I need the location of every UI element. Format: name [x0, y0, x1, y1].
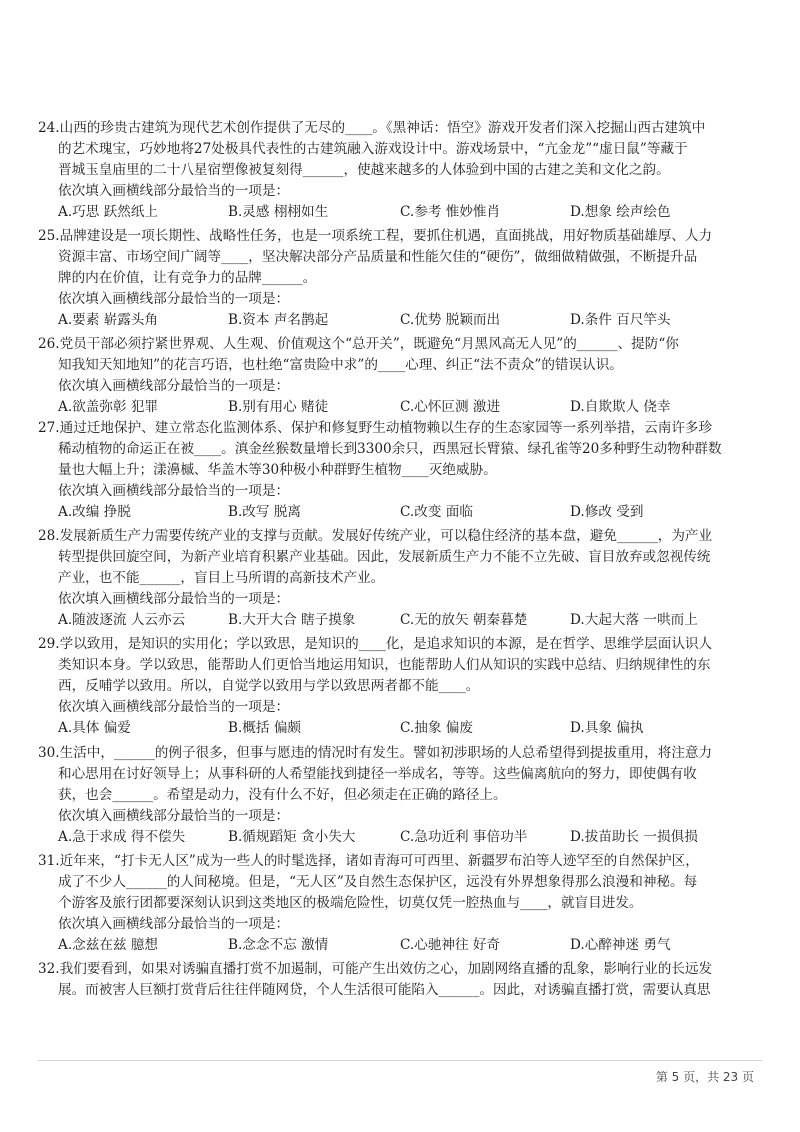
- question-27: [38, 418, 768, 523]
- options-row: [38, 610, 768, 631]
- question-text-line: 27.通过迁地保护、建立常态化监测体系、保护和修复野生动植物赖以生存的生态家园等一系列举措，云南许多珍: [38, 420, 713, 436]
- question-prompt: 依次填入画横线部分最恰当的一项是：: [58, 591, 290, 607]
- option-b: B.大开大合 瞎子摸象: [228, 612, 356, 628]
- option-d: D.大起大落 一哄而上: [570, 612, 698, 628]
- question-text-line: 个游客及旅行团都要深刻认识到这类地区的极端危险性，切莫仅凭一腔热血与____，就盲目进发。: [58, 895, 643, 911]
- question-text-line: 西，反哺学以致用。所以，自觉学以致用与学以致思两者都不能____。: [58, 678, 480, 694]
- options-row: [38, 502, 768, 523]
- question-text-line: 转型提供回旋空间，为新产业培育积累产业基础。因此，发展新质生产力不能不立先破、盲目放弃或忽视传统: [58, 549, 711, 565]
- question-text-line: 晋城玉皇庙里的二十八星宿塑像被复刻得______，使越来越多的人体验到中国的古建之美和文化之韵。: [58, 162, 670, 178]
- question-text-line: 牌的内在价值，让有竞争力的品牌______。: [58, 270, 317, 286]
- question-30: [38, 743, 768, 848]
- question-text-line: 知我知天知地知”的花言巧语，也杜绝“富贵险中求”的____心理、纠正“法不责众”的错误认识。: [58, 357, 623, 373]
- question-24: [38, 118, 768, 223]
- option-c: C.优势 脱颖而出: [400, 312, 501, 328]
- option-a: A.欲盖弥彰 犯罪: [58, 399, 159, 415]
- option-b: B.循规蹈矩 贪小失大: [228, 829, 356, 845]
- question-28: [38, 526, 768, 631]
- option-a: A.巧思 跃然纸上: [58, 204, 159, 220]
- option-b: B.概括 偏颇: [228, 720, 302, 736]
- question-29: [38, 634, 768, 739]
- option-b: B.别有用心 赌徒: [228, 399, 329, 415]
- question-prompt: 依次填入画横线部分最恰当的一项是：: [58, 699, 290, 715]
- option-d: D.心醉神迷 勇气: [570, 937, 671, 953]
- question-prompt: 依次填入画横线部分最恰当的一项是：: [58, 483, 290, 499]
- question-31: [38, 851, 768, 956]
- question-text-line: 和心思用在讨好领导上；从事科研的人希望能找到捷径一举成名，等等。这些偏离航向的努力，即使偶有收: [58, 766, 697, 782]
- question-32: [38, 959, 768, 1001]
- option-d: D.自欺欺人 侥幸: [570, 399, 671, 415]
- option-c: C.无的放矢 朝秦暮楚: [400, 612, 528, 628]
- option-d: D.想象 绘声绘色: [570, 204, 671, 220]
- question-text-line: 类知识本身。学以致思，能帮助人们更恰当地运用知识，也能帮助人们从知识的实践中总结、归纳规律性的东: [58, 657, 711, 673]
- option-a: A.改编 挣脱: [58, 504, 131, 520]
- options-row: [38, 397, 768, 418]
- question-text-line: 展。而被害人巨额打赏背后往往伴随网贷，个人生活很可能陷入______。因此，对诱骗直播打赏，需要认真思: [58, 982, 711, 998]
- question-text-line: 31.近年来，“打卡无人区”成为一些人的时髦选择，诸如青海可可西里、新疆罗布泊等人迹罕至的自然保护区，: [38, 853, 699, 869]
- question-text-line: 26.党员干部必须拧紧世界观、人生观、价值观这个“总开关”，既避免“月黑风高无人见”的______、提防“你: [38, 336, 679, 352]
- option-b: B.念念不忘 激情: [228, 937, 329, 953]
- option-d: D.条件 百尺竿头: [570, 312, 671, 328]
- question-text-line: 的艺术瑰宝，巧妙地将27处极具代表性的古建筑融入游戏设计中。游戏场景中，“亢金龙”“虚日鼠”等藏于: [58, 141, 688, 157]
- option-c: C.改变 面临: [400, 504, 473, 520]
- question-text-line: 成了不少人______的人间秘境。但是，“无人区”及自然生态保护区，远没有外界想象得那么浪漫和神秘。每: [58, 874, 698, 890]
- question-text-line: 获，也会______。希望是动力，没有什么不好，但必须走在正确的路径上。: [58, 787, 507, 803]
- options-row: [38, 935, 768, 956]
- question-text-line: 量也大幅上升；漾濞槭、华盖木等30种极小种群野生植物____灭绝威胁。: [58, 462, 497, 478]
- page-number: 第 5 页，共 23 页: [655, 1070, 754, 1084]
- question-text-line: 24.山西的珍贵古建筑为现代艺术创作提供了无尽的____。《黑神话：悟空》游戏开发者们深入挖掘山西古建筑中: [38, 120, 706, 136]
- question-text-line: 稀动植物的命运正在被____。滇金丝猴数量增长到3300余只，西黑冠长臂猿、绿孔雀等20多种野生动物种群数: [58, 441, 722, 457]
- question-text-line: 30.生活中，______的例子很多，但事与愿违的情况时有发生。譬如初涉职场的人总希望得到提拔重用，将注意力: [38, 745, 713, 761]
- option-a: A.随波逐流 人云亦云: [58, 612, 186, 628]
- options-row: [38, 202, 768, 223]
- option-d: D.拔苗助长 一损俱损: [570, 829, 698, 845]
- question-text-line: 32.我们要看到，如果对诱骗直播打赏不加遏制，可能产生出效仿之心，加剧网络直播的乱象，影响行业的长远发: [38, 961, 713, 977]
- options-row: [38, 718, 768, 739]
- option-d: D.修改 受到: [570, 504, 644, 520]
- footer-divider: [38, 1060, 762, 1061]
- question-text-line: 28.发展新质生产力需要传统产业的支撑与贡献。发展好传统产业，可以稳住经济的基本盘，避免______，为产业: [38, 528, 713, 544]
- question-text-line: 产业，也不能______，盲目上马所谓的高新技术产业。: [58, 570, 385, 586]
- option-a: A.急于求成 得不偿失: [58, 829, 186, 845]
- option-c: C.心驰神往 好奇: [400, 937, 501, 953]
- question-prompt: 依次填入画横线部分最恰当的一项是：: [58, 291, 290, 307]
- option-b: B.灵感 栩栩如生: [228, 204, 329, 220]
- option-a: A.念兹在兹 臆想: [58, 937, 159, 953]
- question-prompt: 依次填入画横线部分最恰当的一项是：: [58, 183, 290, 199]
- option-c: C.急功近利 事倍功半: [400, 829, 528, 845]
- question-text-line: 25.品牌建设是一项长期性、战略性任务，也是一项系统工程，要抓住机遇，直面挑战，用好物质基础雄厚、人力: [38, 228, 713, 244]
- question-prompt: 依次填入画横线部分最恰当的一项是：: [58, 808, 290, 824]
- option-a: A.具体 偏爱: [58, 720, 131, 736]
- question-prompt: 依次填入画横线部分最恰当的一项是：: [58, 916, 290, 932]
- options-row: [38, 310, 768, 331]
- question-text-line: 资源丰富、市场空间广阔等____，坚决解决部分产品质量和性能欠佳的“硬伤”，做细做精做强，不断提升品: [58, 249, 698, 265]
- option-b: B.资本 声名鹊起: [228, 312, 329, 328]
- option-a: A.要素 崭露头角: [58, 312, 159, 328]
- options-row: [38, 827, 768, 848]
- question-26: [38, 334, 768, 418]
- question-text-line: 29.学以致用，是知识的实用化；学以致思，是知识的____化，是追求知识的本源，是在哲学、思维学层面认识人: [38, 636, 713, 652]
- option-d: D.具象 偏执: [570, 720, 644, 736]
- question-prompt: 依次填入画横线部分最恰当的一项是：: [58, 378, 290, 394]
- question-25: [38, 226, 768, 331]
- option-b: B.改写 脱离: [228, 504, 302, 520]
- option-c: C.心怀叵测 激进: [400, 399, 501, 415]
- option-c: C.抽象 偏废: [400, 720, 473, 736]
- option-c: C.参考 惟妙惟肖: [400, 204, 501, 220]
